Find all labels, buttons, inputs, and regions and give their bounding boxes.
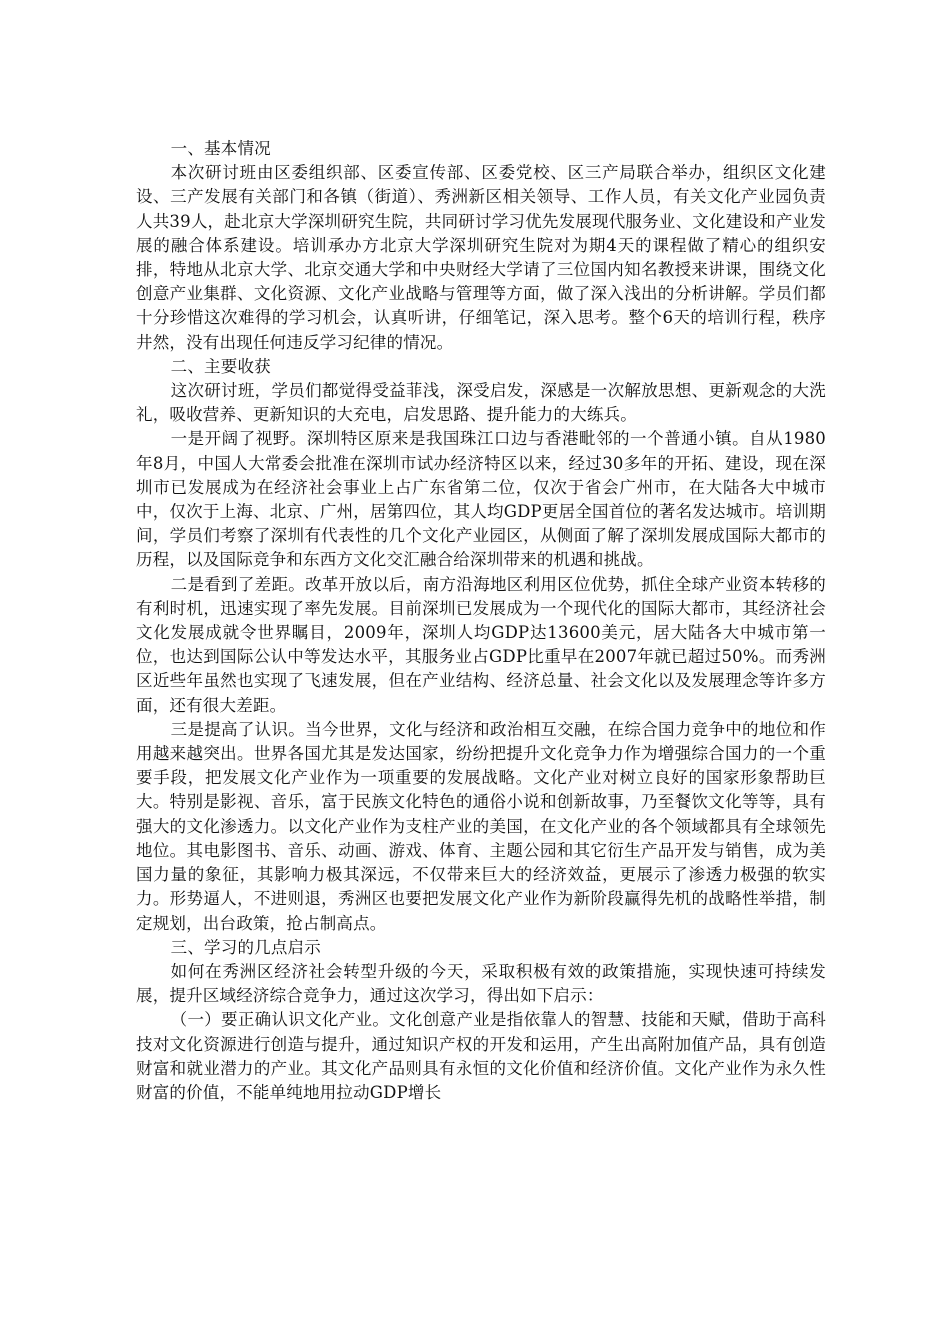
paragraph: 二是看到了差距。改革开放以后，南方沿海地区利用区位优势，抓住全球产业资本转移的有利时机，迅速实现了率先发展。目前深圳已发展成为一个现代化的国际大都市，其经济社会文化发展成就令世界瞩目，2009年，深圳人均GDP达13600美元，居大陆各大中城市第一位，也达到国际公认中等发达水平，其服务业占GDP比重早在2007年就已超过50%。而秀洲区近些年虽然也实现了飞速发展，但在产业结构、经济总量、社会文化以及发展理念等许多方面，还有很大差距。 [136,574,826,715]
paragraph: 本次研讨班由区委组织部、区委宣传部、区委党校、区三产局联合举办，组织区文化建设、三产发展有关部门和各镇（街道）、秀洲新区相关领导、工作人员，有关文化产业园负责人共39人，赴北京大学深圳研究生院，共同研讨学习优先发展现代服务业、文化建设和产业发展的融合体系建设。培训承办方北京大学深圳研究生院对为期4天的课程做了精心的组织安排，特地从北京大学、北京交通大学和中央财经大学请了三位国内知名教授来讲课，围绕文化创意产业集群、文化资源、文化产业战略与管理等方面，做了深入浅出的分析讲解。学员们都十分珍惜这次难得的学习机会，认真听讲，仔细笔记，深入思考。整个6天的培训行程，秩序井然，没有出现任何违反学习纪律的情况。 [136,163,826,352]
section-heading-insights: 三、学习的几点启示 [170,937,321,957]
section-heading-main-gains: 二、主要收获 [170,356,271,376]
paragraph: 一是开阔了视野。深圳特区原来是我国珠江口边与香港毗邻的一个普通小镇。自从1980年8月，中国人大常委会批准在深圳市试办经济特区以来，经过30多年的开拓、建设，现在深圳市已发展成为在经济社会事业上占广东省第二位，仅次于省会广州市，在大陆各大中城市中，仅次于上海、北京、广州，居第四位，其人均GDP更居全国首位的著名发达城市。培训期间，学员们考察了深圳有代表性的几个文化产业园区，从侧面了解了深圳发展成国际大都市的历程，以及国际竞争和东西方文化交汇融合给深圳带来的机遇和挑战。 [136,429,826,570]
paragraph: 如何在秀洲区经济社会转型升级的今天，采取积极有效的政策措施，实现快速可持续发展，提升区域经济综合竞争力，通过这次学习，得出如下启示： [136,961,826,1006]
document-page [136,137,826,1105]
paragraph: 三是提高了认识。当今世界，文化与经济和政治相互交融，在综合国力竞争中的地位和作用越来越突出。世界各国尤其是发达国家，纷纷把提升文化竞争力作为增强综合国力的一个重要手段，把发展文化产业作为一项重要的发展战略。文化产业对树立良好的国家形象帮助巨大。特别是影视、音乐，富于民族文化特色的通俗小说和创新故事，乃至餐饮文化等等，具有强大的文化渗透力。以文化产业作为支柱产业的美国，在文化产业的各个领域都具有全球领先地位。其电影图书、音乐、动画、游戏、体育、主题公园和其它衍生产品开发与销售，成为美国力量的象征，其影响力极其深远，不仅带来巨大的经济效益，更展示了渗透力极强的软实力。形势逼人，不进则退，秀洲区也要把发展文化产业作为新阶段赢得先机的战略性举措，制定规划，出台政策，抢占制高点。 [136,719,826,933]
paragraph: （一）要正确认识文化产业。文化创意产业是指依靠人的智慧、技能和天赋，借助于高科技对文化资源进行创造与提升，通过知识产权的开发和运用，产生出高附加值产品，具有创造财富和就业潜力的产业。其文化产品则具有永恒的文化价值和经济价值。文化产业作为永久性财富的价值，不能单纯地用拉动GDP增长 [136,1010,826,1102]
paragraph: 这次研讨班，学员们都觉得受益菲浅，深受启发，深感是一次解放思想、更新观念的大洗礼，吸收营养、更新知识的大充电，启发思路、提升能力的大练兵。 [136,381,826,425]
section-heading-basic-situation: 一、基本情况 [170,139,271,158]
